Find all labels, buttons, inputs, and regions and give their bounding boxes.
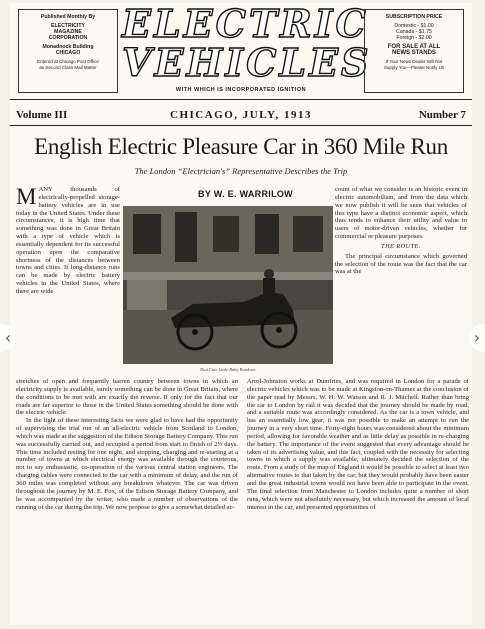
- logo-line-2: VEHICLES: [122, 40, 372, 85]
- column-text: ANY thousands of electrically-propelled storage-battery vehicles are in use today in the United States. Under these circumstances, it is high time that something was done in Great Britain with a type of vehicle which is essentially dependent for its successful operation upon the comparative shortness of the distances between towns and cities. If long-distance runs can be made by electric battery vehicles in the United States, where there are wide: [16, 186, 120, 295]
- article-column-left: [16, 186, 120, 296]
- article-column-bottom-right: [247, 378, 469, 511]
- article-headline: English Electric Pleasure Car in 360 Mile Run: [34, 134, 448, 159]
- magazine-page: [10, 3, 472, 625]
- article-photo: [123, 206, 333, 364]
- publisher-line: MAGAZINE: [54, 29, 82, 35]
- publisher-line: Published Monthly By: [40, 14, 96, 20]
- publisher-line: as Second Class Mail Matter: [39, 65, 97, 70]
- price-foreign: Foreign - $2.00: [396, 35, 432, 41]
- volume-label: Volume III: [16, 109, 68, 121]
- issue-number: Number 7: [418, 109, 466, 121]
- electric-car-photo: [123, 206, 333, 364]
- article-column-bottom-left: [16, 378, 238, 511]
- dealer-note: If Your News Dealer Will Not: [385, 59, 443, 64]
- article-column-right: [335, 186, 467, 276]
- publisher-line: Monadnock Building: [42, 44, 94, 50]
- drop-cap: M: [16, 184, 37, 209]
- publisher-box: [18, 9, 118, 93]
- masthead-tagline: WITH WHICH IS INCORPORATED IGNITION: [175, 87, 307, 93]
- issue-bar: [10, 105, 472, 126]
- column-text: In the light of these interesting facts we were glad to have had the opportunity of supervising the trial run of an all-electric vehicle from Scotland to London, which was made at the suggestion of the Edison Storage Battery Company. This run was successfully carried out, and occupied a period from start to finish of 2½ days. This time included resting for one night, and stopping, charging and re-starting at a number of towns at which electrical energy was available through the courteous, not to say enthusiastic, co-operation of the various central station engineers. The charging cables were connected to the car with a minimum of delay, and the run of 360 miles was completed without any breakdown whatever. The car was driven throughout the journey by M. E. Fox, of the Edison Storage Battery Company, and he was accompanied by the writer, who made a number of observations of the running of the car during the trip. We now propose to give a somewhat detailed ac-: [16, 417, 238, 511]
- article-subhead: The London “Electrician's” Representative Describes the Trip: [134, 166, 348, 176]
- column-text: The principal circumstance which governed the selection of the route was the fact that the car was at the: [335, 252, 467, 276]
- publisher-line: Entered at Chicago Post Office: [37, 59, 99, 64]
- issue-place-date: CHICAGO, JULY, 1913: [170, 109, 312, 121]
- column-text: Arrol-Johnston works at Dumfries, and was required in London for a parade of electric vehicles which was to be made at Kingston-on-Thames at the conclusion of the paper read by Messrs. W. H. W. Watson and R. J. Mitchell. Rather than bring the car to London by rail it was decided that the journey should be made by road, and a suitable route was accordingly considered. As the car is a town vehicle, and has an essentially low gear, it was not possible to make an attempt to run the journey in a very short time. Forty-eight hours was considered about the minimum period, allowing for favorable weather and as little delay as possible in re-charging the battery. The importance of the event suggested that every advantage should be taken of its advertising value, and this fact, coupled with the necessity for selecting towns in which a supply was available, ultimately decided the selection of the route. From a study of the map of England it would be possible to select at least two alternative routes to that taken by the car, but they would probably have been easier and the great industrial towns would not have been able to participate in the event. The final selection from Manchester to London includes quite a number of short runs, which were not absolutely necessary, but which increased the amount of local interest in the car, and presented opportunities of: [247, 378, 469, 511]
- publisher-line: CORPORATION: [48, 35, 88, 41]
- sale-line: NEWS STANDS: [392, 50, 436, 56]
- price-domestic: Domestic - $1.00: [394, 23, 434, 29]
- previous-page-arrow-icon[interactable]: ‹: [0, 324, 16, 352]
- photo-caption: That Cute Little Baby Roadster.: [199, 367, 257, 372]
- dealer-note: Supply You—Please Notify Us: [383, 65, 445, 70]
- article-byline: BY W. E. WARRILOW: [198, 189, 293, 199]
- subscription-box: [364, 9, 464, 93]
- magazine-logo: [122, 1, 372, 85]
- column-text: stretches of open and frequently barren country between towns in which an electricity supply is available, surely something can be done in Great Britain, where the conditions to be met with are exactly the reverse. If only for the fact that our roads are far superior to those in the United States something should be done with the electric vehicle.: [16, 378, 238, 417]
- section-heading: THE ROUTE.: [381, 242, 421, 250]
- column-text: count of what we consider is an historic event in electric automobilism, and from the data which we now publish it will be seen that vehicles of this type have a distinct economic aspect, which thus tends to enhance their utility and value to users of motor-driven vehicles, whether for commercial or pleasure purposes.: [335, 186, 467, 241]
- sale-line: FOR SALE AT ALL: [387, 44, 441, 50]
- masthead: [10, 3, 472, 100]
- price-canada: Canada - $1.75: [396, 29, 432, 35]
- subscription-title: SUBSCRIPTION PRICE: [385, 14, 443, 20]
- publisher-line: CHICAGO: [55, 50, 81, 56]
- logo-line-1: ELECTRIC: [122, 1, 369, 46]
- publisher-line: ELECTRICITY: [50, 23, 85, 29]
- next-page-arrow-icon[interactable]: ›: [469, 324, 485, 352]
